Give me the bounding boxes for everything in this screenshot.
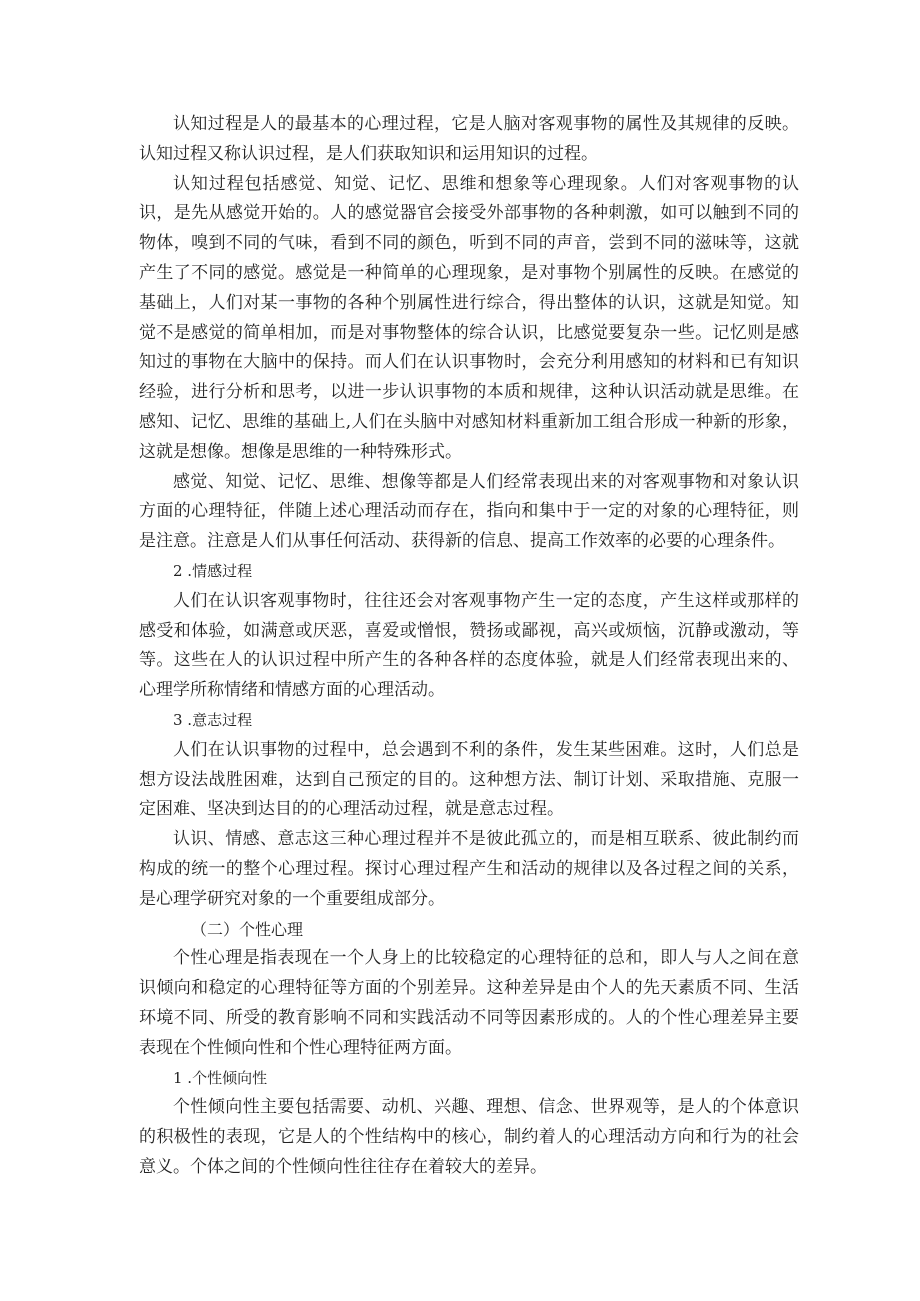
document-body: [139, 110, 799, 1183]
paragraph-process-relations: 认识、情感、意志这三种心理过程并不是彼此孤立的，而是相互联系、彼此制约而构成的统一的整个心理过程。探讨心理过程产生和活动的规律以及各过程之间的关系，是心理学研究对象的一个重要组成部分。: [139, 829, 799, 909]
paragraph-attention: 感觉、知觉、记忆、思维、想像等都是人们经常表现出来的对客观事物和对象认识方面的心理特征，伴随上述心理活动而存在，指向和集中于一定的对象的心理特征，则是注意。注意是人们从事任何活动、获得新的信息、提高工作效率的必要的心理条件。: [139, 471, 799, 552]
paragraph-cognitive-process-definition: 认知过程是人的最基本的心理过程，它是人脑对客观事物的属性及其规律的反映。认知过程又称认识过程，是人们获取知识和运用知识的过程。: [139, 114, 799, 164]
subheading-will-process: 3 .意志过程: [173, 710, 253, 729]
section-heading-personality-psychology: （二）个性心理: [191, 919, 304, 939]
subheading-personality-tendency: 1 .个性倾向性: [173, 1068, 268, 1087]
paragraph-personality-tendency: 个性倾向性主要包括需要、动机、兴趣、理想、信念、世界观等，是人的个体意识的积极性的表现，它是人的个性结构中的核心，制约着人的心理活动方向和行为的社会意义。个体之间的个性倾向性往往存在着较大的差异。: [139, 1097, 799, 1177]
paragraph-will-process: 人们在认识事物的过程中，总会遇到不利的条件，发生某些困难。这时，人们总是想方设法战胜困难，达到自己预定的目的。这种想方法、制订计划、采取措施、克服一定困难、坚决到达目的的心理活动过程，就是意志过程。: [139, 739, 799, 820]
subheading-emotion-process: 2 .情感过程: [173, 561, 253, 580]
paragraph-cognitive-components: 认知过程包括感觉、知觉、记忆、思维和想象等心理现象。人们对客观事物的认识，是先从感觉开始的。人的感觉器官会接受外部事物的各种刺激，如可以触到不同的物体，嗅到不同的气味，看到不同的颜色，听到不同的声音，尝到不同的滋味等，这就产生了不同的感觉。感觉是一种简单的心理现象，是对事物个别属性的反映。在感觉的基础上，人们对某一事物的各种个别属性进行综合，得出整体的认识，这就是知觉。知觉不是感觉的简单相加，而是对事物整体的综合认识，比感觉要复杂一些。记忆则是感知过的事物在大脑中的保持。而人们在认识事物时，会充分利用感知的材料和已有知识经验，进行分析和思考，以进一步认识事物的本质和规律，这种认识活动就是思维。在感知、记忆、思维的基础上,人们在头脑中对感知材料重新加工组合形成一种新的形象，这就是想像。想像是思维的一种特殊形式。: [139, 173, 799, 462]
paragraph-personality-psychology: 个性心理是指表现在一个人身上的比较稳定的心理特征的总和，即人与人之间在意识倾向和稳定的心理特征等方面的个别差异。这种差异是由个人的先天素质不同、生活环境不同、所受的教育影响不同和实践活动不同等因素形成的。人的个性心理差异主要表现在个性倾向性和个性心理特征两方面。: [139, 948, 799, 1058]
paragraph-emotion-process: 人们在认识客观事物时，往往还会对客观事物产生一定的态度，产生这样或那样的感受和体验，如满意或厌恶，喜爱或憎恨，赞扬或鄙视，高兴或烦恼，沉静或激动，等等。这些在人的认识过程中所产生的各种各样的态度体验，就是人们经常表现出来的、心理学所称情绪和情感方面的心理活动。: [139, 590, 799, 701]
